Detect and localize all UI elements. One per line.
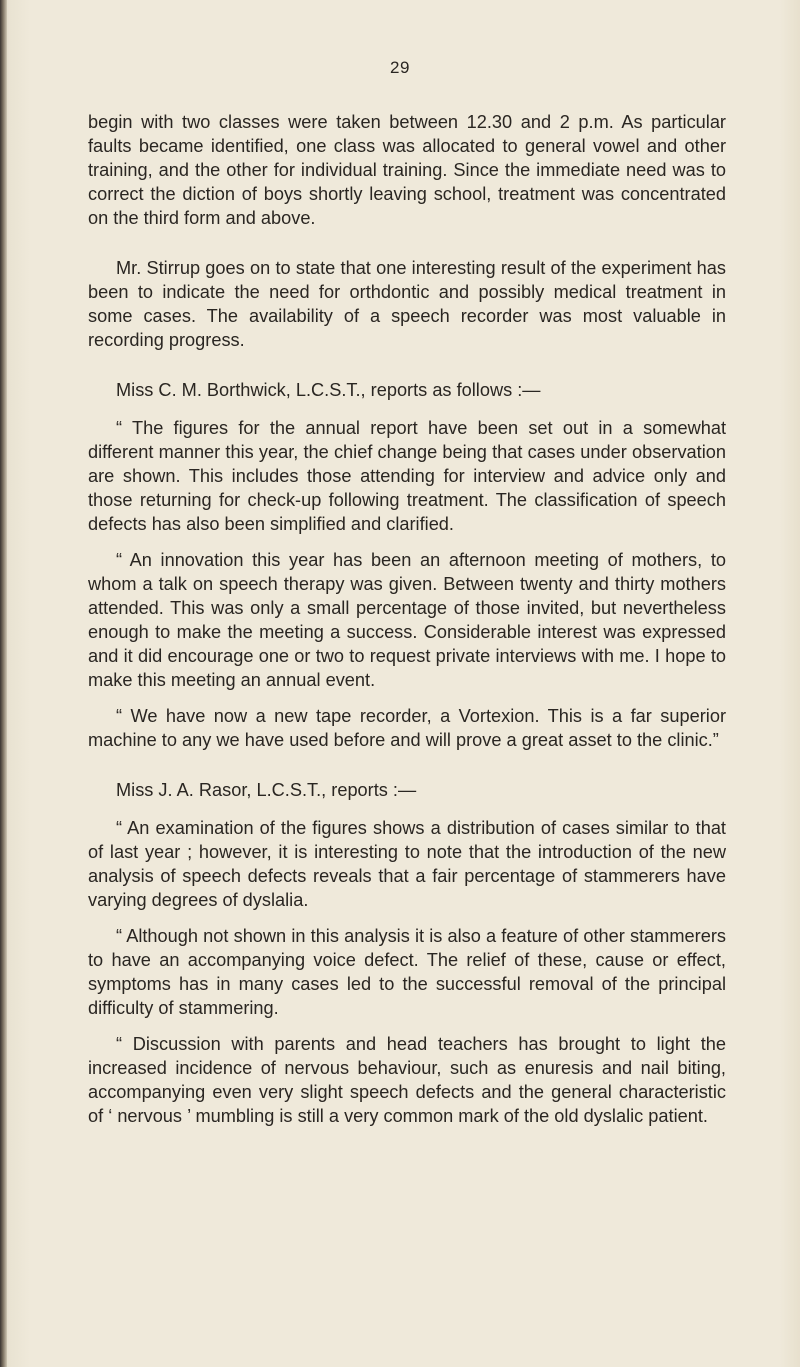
paragraph-borthwick-recorder: “ We have now a new tape recorder, a Vortexion. This is a far superior machine to any we have used before and will prove a great asset to the clinic.” [88,706,726,750]
page-binding-edge [0,0,7,1367]
body-text [88,110,726,1128]
paragraph-borthwick-figures: “ The figures for the annual report have been set out in a somewhat different manner this year, the chief change being that cases under observation are shown. This includes those attending for interview and advice only and those returning for check-up following treatment. The classification of speech defects has also been simplified and clarified. [88,418,726,534]
page-number: 29 [390,58,410,77]
paragraph-continuation: begin with two classes were taken between 12.30 and 2 p.m. As particular faults became identified, one class was allocated to general vowel and other training, and the other for individual training. Since the immediate need was to correct the diction of boys shortly leaving school, treatment was concentrated on the third form and above. [88,112,726,228]
paragraph-rasor-examination: “ An examination of the figures shows a distribution of cases similar to that of last year ; however, it is interesting to note that the introduction of the new analysis of speech defects reveals that a fair percentage of stammerers have varying degrees of dyslalia. [88,818,726,910]
paragraph-rasor-discussion: “ Discussion with parents and head teachers has brought to light the increased incidence of nervous behaviour, such as enuresis and nail biting, accompanying even very slight speech defects and the general characteristic of ‘ nervous ’ mumbling is still a very common mark of the old dyslalic patient. [88,1034,726,1126]
paragraph-rasor-voice-defect: “ Although not shown in this analysis it is also a feature of other stammerers to have an accompanying voice defect. The relief of these, cause or effect, symptoms has in many cases led to the successful removal of the principal difficulty of stammering. [88,926,726,1018]
paragraph-rasor-heading: Miss J. A. Rasor, L.C.S.T., reports :— [116,780,417,800]
paragraph-borthwick-mothers: “ An innovation this year has been an afternoon meeting of mothers, to whom a talk on speech therapy was given. Between twenty and thirty mothers attended. This was only a small percentage of those invited, but nevertheless enough to make the meeting a success. Considerable interest was expressed and it did encourage one or two to request private interviews with me. I hope to make this meeting an annual event. [88,550,726,690]
paragraph-stirrup: Mr. Stirrup goes on to state that one interesting result of the experiment has been to indicate the need for orthdontic and possibly medical treatment in some cases. The availability of a speech recorder was most valuable in recording progress. [88,258,726,350]
paragraph-borthwick-heading: Miss C. M. Borthwick, L.C.S.T., reports as follows :— [116,380,541,400]
